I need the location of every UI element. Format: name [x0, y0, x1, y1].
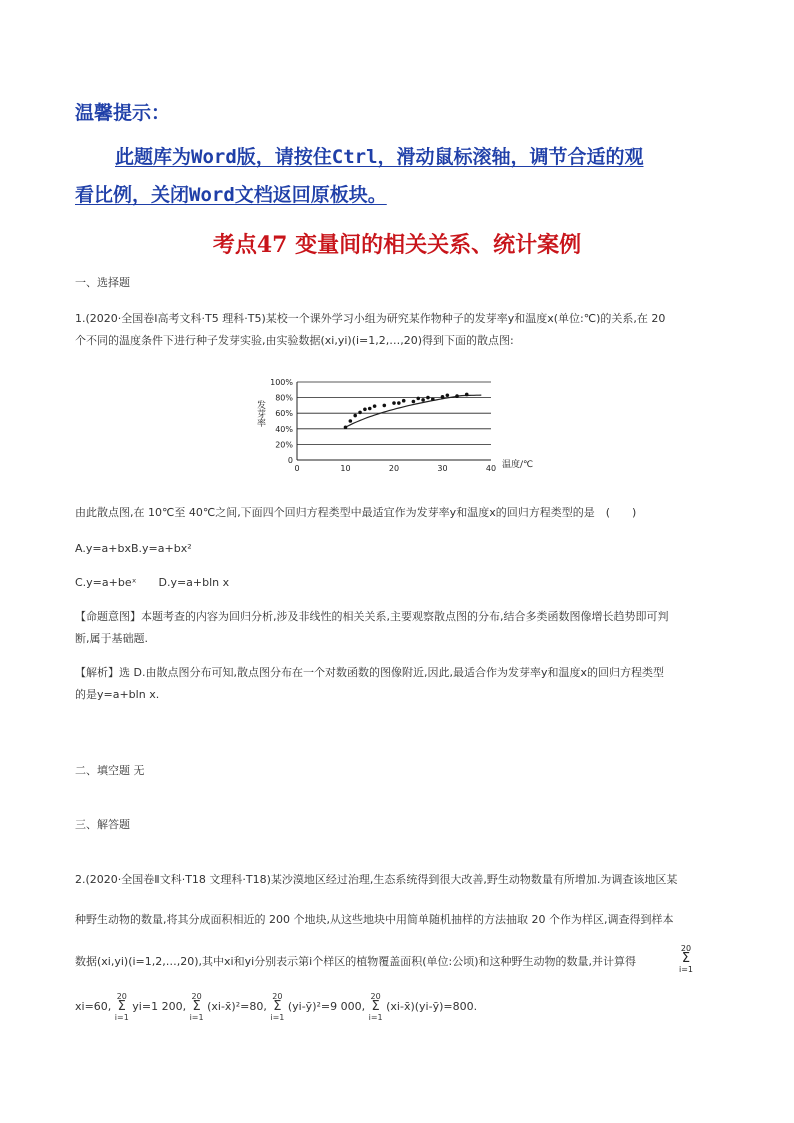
data-point: [363, 408, 367, 412]
x-tick-label: 0: [294, 464, 300, 473]
q1-question: 由此散点图,在 10℃至 40℃之间,下面四个回归方程类型中最适宜作为发芽率y和温度x的回归方程类型的是 ( ): [75, 506, 637, 519]
data-point: [412, 400, 416, 404]
data-point: [392, 401, 396, 405]
tip-line-2: 看比例，关闭Word文档返回原板块。: [75, 184, 387, 206]
chart-grid: [297, 382, 491, 460]
data-point: [402, 399, 406, 403]
data-point: [368, 407, 372, 411]
y-tick-label: 80%: [275, 393, 293, 403]
data-point: [349, 419, 353, 423]
data-point: [421, 398, 425, 402]
q1-analysis-line-2: 的是y=a+bln x.: [75, 688, 160, 701]
data-point: [358, 411, 362, 415]
section-choice: 一、选择题: [75, 276, 130, 289]
y-axis-label: 发芽率: [255, 400, 265, 427]
page-title: 考点47 变量间的相关关系、统计案例: [212, 232, 582, 258]
data-point: [344, 425, 348, 429]
data-point: [353, 414, 357, 418]
scatter-chart: [250, 372, 550, 480]
q2-line-3: 数据(xi,yi)(i=1,2,…,20),其中xi和yi分别表示第i个样区的植物覆盖面积(单位:公顷)和这种野生动物的数量,并计算得: [75, 955, 637, 968]
sum-symbol: 20 Σ i=1: [189, 992, 204, 1022]
q1-options-cd: C.y=a+beˣ D.y=a+bln x: [75, 576, 230, 589]
q2-line-4: xi=60, 20 Σ i=1 yi=1 200, 20 Σ i=1 (xi-x̄)²=80, 20 Σ i=1 (yi-ȳ)²=9 000, 20 Σ i=1 (xi-x̄)(yi-ȳ)=800.: [75, 992, 478, 1022]
sum-symbol: 20 Σ i=1: [114, 992, 129, 1022]
sum-symbol: 20 Σ i=1: [368, 992, 383, 1022]
y-tick-label: 60%: [275, 409, 293, 419]
y-tick-label: 40%: [275, 424, 293, 434]
data-point: [446, 393, 450, 397]
chart-points: [344, 393, 469, 429]
section-fill-blank: 二、填空题 无: [75, 764, 145, 777]
data-point: [416, 397, 420, 401]
y-tick-label: 0: [287, 456, 293, 465]
tip-title: 温馨提示：: [75, 102, 171, 124]
q1-line-2: 个不同的温度条件下进行种子发芽实验,由实验数据(xi,yi)(i=1,2,…,20)得到下面的散点图:: [75, 334, 514, 347]
q2-line-2: 种野生动物的数量,将其分成面积相近的 200 个地块,从这些地块中用简单随机抽样的方法抽取 20 个作为样区,调查得到样本: [75, 913, 674, 926]
q1-analysis-line-1: 【解析】选 D.由散点图分布可知,散点图分布在一个对数函数的图像附近,因此,最适合作为发芽率y和温度x的回归方程类型: [75, 666, 664, 679]
tip-line-1: 此题库为Word版，请按住Ctrl，滑动鼠标滚轴，调节合适的观: [115, 146, 644, 168]
y-tick-label: 100%: [270, 378, 293, 387]
x-tick-label: 30: [437, 464, 448, 473]
q2-line-1: 2.(2020·全国卷Ⅱ文科·T18 文理科·T18)某沙漠地区经过治理,生态系统得到很大改善,野生动物数量有所增加.为调查该地区某: [75, 873, 678, 886]
data-point: [431, 397, 435, 401]
q1-intent-line-2: 断,属于基础题.: [75, 632, 148, 645]
y-tick-label: 20%: [275, 440, 293, 450]
x-tick-label: 40: [485, 464, 497, 473]
x-axis-label: 温度/℃: [502, 460, 534, 470]
q1-line-1: 1.(2020·全国卷Ⅰ高考文科·T5 理科·T5)某校一个课外学习小组为研究某作物种子的发芽率y和温度x(单位:℃)的关系,在 20: [75, 312, 666, 325]
data-point: [465, 393, 469, 397]
data-point: [441, 395, 445, 399]
data-point: [383, 404, 387, 408]
data-point: [426, 396, 430, 400]
sum-symbol: 20 Σ i=1: [679, 944, 694, 974]
x-tick-label: 20: [388, 464, 400, 473]
q1-options-ab: A.y=a+bxB.y=a+bx²: [75, 542, 192, 555]
x-tick-label: 10: [340, 464, 351, 473]
q1-intent-line-1: 【命题意图】本题考查的内容为回归分析,涉及非线性的相关关系,主要观察散点图的分布,结合多类函数图像增长趋势即可判: [75, 610, 669, 623]
chart-ticks: [270, 378, 496, 473]
data-point: [455, 394, 459, 398]
sum-symbol: 20 Σ i=1: [270, 992, 285, 1022]
data-point: [397, 401, 401, 405]
section-answer: 三、解答题: [75, 818, 130, 831]
data-point: [373, 404, 377, 408]
